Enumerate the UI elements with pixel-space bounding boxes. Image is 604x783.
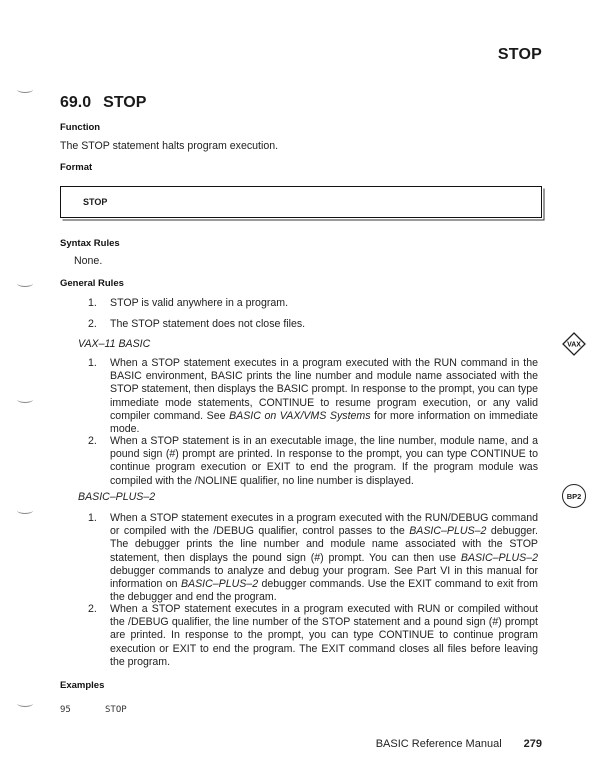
page-footer	[376, 738, 542, 750]
bp2-rule-item	[88, 512, 538, 604]
product-name: BASIC–PLUS–2	[460, 551, 538, 564]
vax-rule-item	[88, 357, 538, 436]
product-name: BASIC–PLUS–2	[180, 578, 259, 591]
running-head: STOP	[497, 46, 542, 63]
general-rule-item	[88, 318, 538, 331]
margin-mark	[17, 280, 33, 287]
function-text: The STOP statement halts program execution.	[60, 140, 279, 152]
example-code-line	[60, 705, 127, 715]
item-text-part: When a STOP statement executes in a program executed with the RUN/DEBUG command or compiled with the /DEBUG qualifier, control passes to the	[110, 512, 538, 538]
item-text: STOP is valid anywhere in a program.	[110, 297, 289, 309]
manual-reference: BASIC on VAX/VMS Systems	[229, 409, 371, 422]
item-text	[110, 357, 538, 436]
item-number: 1.	[88, 357, 97, 369]
section-name: STOP	[103, 94, 147, 111]
general-rule-item	[88, 297, 538, 310]
margin-mark	[17, 396, 33, 403]
platform-label-bp2: BASIC–PLUS–2	[78, 491, 156, 503]
product-name: BASIC–PLUS–2	[409, 525, 487, 538]
item-text-part: When a STOP statement executes in a program executed with the RUN command in the BASIC environment, BASIC prints the line number and module name associated with the STOP statement, then displays the BASIC prompt. In response to the prompt, you can type immediate mode statements, CONTINUE to resume program execution, or any valid compiler command. See	[110, 357, 538, 422]
examples-heading: Examples	[60, 680, 105, 691]
platform-label-vax: VAX–11 BASIC	[78, 338, 151, 350]
format-code: STOP	[83, 197, 108, 207]
bp2-rule-item	[88, 603, 538, 669]
page-number: 279	[523, 738, 542, 750]
manual-title: BASIC Reference Manual	[375, 738, 502, 750]
item-number: 2.	[88, 435, 97, 447]
example-code: STOP	[105, 705, 127, 715]
section-number: 69.0	[60, 94, 92, 111]
item-text-part: debugger commands. Use the EXIT command to exit from the debugger and end the program.	[110, 578, 538, 604]
item-text-part: for more information on immediate mode.	[110, 409, 538, 436]
item-number: 1.	[88, 512, 97, 524]
margin-mark	[17, 86, 33, 93]
bp2-badge-label: BP2	[566, 491, 582, 501]
item-number: 2.	[88, 318, 97, 330]
item-number: 1.	[88, 297, 97, 309]
item-text: When a STOP statement executes in a program executed with RUN or compiled without the /DEBUG qualifier, the line number of the STOP statement and a pound sign (#) prompt are printed. In response to the prompt, you can type CONTINUE to continue program execution or EXIT to end the program. The EXIT command closes all files before leaving the program.	[110, 603, 538, 668]
vax-badge-label: VAX	[567, 341, 581, 349]
syntax-rules-text: None.	[74, 255, 103, 267]
format-box	[60, 186, 542, 218]
item-text-part: debugger. The debugger prints the line number and module name associated with the STOP statement, then displays the pound sign (#) prompt. You can then use	[110, 525, 539, 564]
bp2-badge-icon	[562, 484, 586, 508]
section-title	[60, 94, 146, 112]
vax-badge-icon	[562, 332, 586, 356]
margin-mark	[17, 700, 33, 707]
item-text: When a STOP statement is in an executable image, the line number, module name, and a pound sign (#) prompt are printed. In response to the prompt, you can type CONTINUE to continue program execution or EXIT to end the program. If the program module was compiled with the /NOLINE qualifier, no line number is displayed.	[110, 435, 538, 487]
item-text	[110, 512, 538, 604]
item-number: 2.	[88, 603, 97, 615]
margin-mark	[17, 507, 33, 514]
format-heading: Format	[60, 162, 93, 173]
function-heading: Function	[60, 122, 101, 133]
item-text: The STOP statement does not close files.	[110, 318, 306, 330]
example-line-number: 95	[60, 705, 71, 715]
syntax-rules-heading: Syntax Rules	[60, 238, 120, 249]
vax-rule-item	[88, 435, 538, 488]
general-rules-heading: General Rules	[60, 278, 124, 289]
item-text-part: debugger commands to analyze and debug your program. See Part VI in this manual for information on	[110, 564, 538, 591]
